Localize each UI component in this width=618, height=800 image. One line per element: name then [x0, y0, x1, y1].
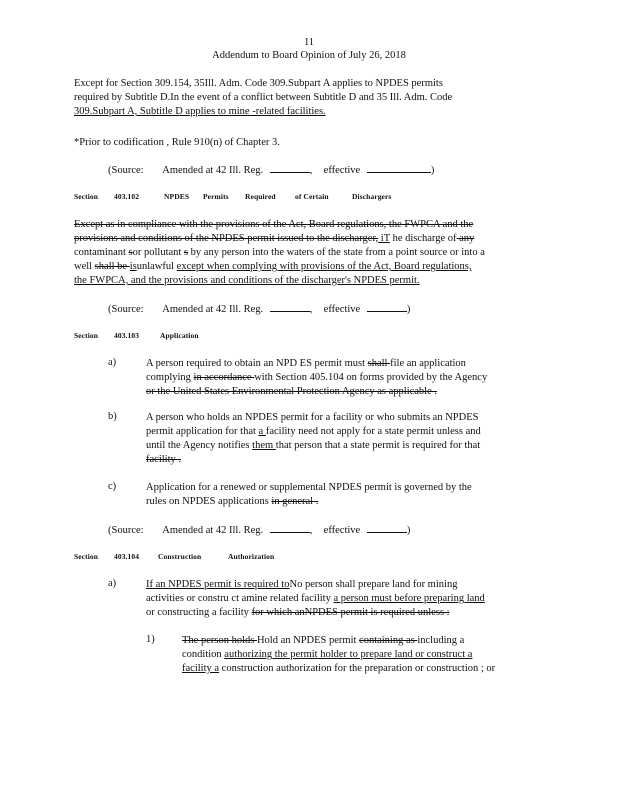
body-text: Application for a renewed or supplemental NPDES permit is governed by the	[146, 482, 472, 493]
body-text: A person required to obtain an NPD ES permit must	[146, 358, 368, 369]
body-text: construction authorization for the preparation or construction ; or	[219, 663, 496, 674]
body-text: Hold an NPDES permit	[256, 635, 360, 646]
source-note: (Source: Amended at 42 Ill. Reg. , effective )	[108, 525, 411, 536]
section-title-word: Required	[245, 192, 276, 201]
body-text: file an application	[390, 358, 466, 369]
source-amended: Amended at 42 Ill. Reg.	[162, 165, 264, 176]
body-text: rules on NPDES applications	[146, 496, 272, 507]
inserted-text: is	[129, 261, 137, 272]
document-header-title: Addendum to Board Opinion of July 26, 2018	[212, 50, 406, 61]
deleted-text: containing as	[359, 635, 418, 646]
deleted-text: shall	[367, 358, 391, 369]
section-403-103-heading	[0, 331, 618, 343]
inserted-text: If an NPDES permit is required to	[146, 579, 290, 590]
body-text: including a	[417, 635, 465, 646]
subitem-label: 1)	[146, 634, 155, 645]
deleted-text: in accordance	[193, 372, 255, 383]
inserted-text: a	[258, 426, 266, 437]
item-a-text	[146, 357, 546, 399]
effective-blank	[367, 523, 407, 533]
item-label: c)	[108, 481, 117, 492]
body-text: or constructing a facility	[146, 607, 252, 618]
body-text: with Section 405.104 on forms provided by the Agency	[254, 372, 488, 383]
source-effective: effective	[323, 165, 361, 176]
body-text: contaminant	[74, 247, 129, 258]
intro-line: Except for Section 309.154, 35Ill. Adm. Code 309.Subpart A applies to NPDES permits	[74, 78, 443, 89]
deleted-text: in general .	[271, 496, 319, 507]
body-text: until the Agency notifies	[146, 440, 253, 451]
source-note: (Source: Amended at 42 Ill. Reg. , effective )	[108, 165, 435, 176]
section-code: 403.104	[114, 552, 140, 561]
section-label: Section	[74, 192, 99, 201]
section-title-word: Application	[160, 331, 199, 340]
source-amended: Amended at 42 Ill. Reg.	[162, 525, 264, 536]
item-b-text	[146, 411, 546, 467]
body-text: A person who holds an NPDES permit for a facility or who submits an NPDES	[146, 412, 479, 423]
source-label: (Source:	[108, 525, 144, 536]
inserted-text: authorizing the permit holder to prepare land or construct a	[224, 649, 473, 660]
inserted-text: facility a	[182, 663, 220, 674]
effective-blank	[367, 302, 407, 312]
inserted-text: the FWPCA, and the provisions and conditions of the discharger's NPDES permit.	[74, 275, 420, 286]
section-403-102-body	[74, 218, 544, 288]
inserted-text: them	[252, 440, 276, 451]
body-text: by any person into the waters of the state from a point source or into a	[188, 247, 485, 258]
body-text: that person that a state permit is required for that	[275, 440, 481, 451]
page-number: 11	[303, 37, 315, 48]
body-text: facility need not apply for a state permit unless and	[265, 426, 481, 437]
body-text: unlawful	[136, 261, 177, 272]
footnote: *Prior to codification , Rule 910(n) of Chapter 3.	[74, 137, 280, 148]
intro-line: required by Subtitle D.In the event of a conflict between Subtitle D and 35 Ill. Adm. Code	[74, 92, 453, 103]
deleted-text: s	[128, 247, 133, 258]
deleted-text: s	[183, 247, 189, 258]
body-text: No person shall prepare land for mining	[289, 579, 458, 590]
body-text: well	[74, 261, 95, 272]
section-title-word: Construction	[158, 552, 202, 561]
subitem-1-text	[182, 634, 552, 676]
deleted-text: The person holds	[182, 635, 257, 646]
intro-inserted-line: 309.Subpart A, Subtitle D applies to mine -related facilities.	[74, 106, 326, 117]
inserted-text: a person must before preparing land	[333, 593, 485, 604]
body-text: he discharge of	[389, 233, 457, 244]
reg-blank	[270, 163, 310, 173]
deleted-text: shall be	[94, 261, 130, 272]
section-code: 403.102	[114, 192, 140, 201]
inserted-text: except when complying with provisions of the Act, Board regulations,	[176, 261, 472, 272]
source-note: (Source: Amended at 42 Ill. Reg. , effective )	[108, 304, 411, 315]
source-label: (Source:	[108, 304, 144, 315]
source-effective: effective	[323, 525, 361, 536]
item-c-text	[146, 481, 546, 509]
section-label: Section	[74, 552, 99, 561]
inserted-text: iT	[378, 233, 390, 244]
source-amended: Amended at 42 Ill. Reg.	[162, 304, 264, 315]
section-title-word: Permits	[203, 192, 229, 201]
section-label: Section	[74, 331, 99, 340]
deleted-text: provisions and conditions of the NPDES permit issued to the discharger,	[74, 233, 379, 244]
item-label: a)	[108, 357, 117, 368]
effective-blank	[367, 163, 431, 173]
body-text: permit application for that	[146, 426, 259, 437]
section-title-word: of Certain	[295, 192, 329, 201]
deleted-text: facility .	[146, 454, 181, 465]
reg-blank	[270, 523, 310, 533]
deleted-text: or the United States Environmental Protection Agency as applicable .	[146, 386, 438, 397]
intro-paragraph	[74, 77, 544, 119]
item-label: b)	[108, 411, 117, 422]
deleted-text: for which anNPDES permit is required unless :	[251, 607, 450, 618]
section-title-word: Dischargers	[352, 192, 392, 201]
item-a-text	[146, 578, 546, 620]
source-effective: effective	[323, 304, 361, 315]
item-label: a)	[108, 578, 117, 589]
section-403-102-heading	[0, 192, 618, 204]
body-text: or pollutant	[132, 247, 184, 258]
body-text: activities or constru ct amine related facility	[146, 593, 334, 604]
section-403-104-heading	[0, 552, 618, 564]
section-title-word: NPDES	[164, 192, 190, 201]
reg-blank	[270, 302, 310, 312]
source-label: (Source:	[108, 165, 144, 176]
section-title-word: Authorization	[228, 552, 275, 561]
deleted-text: any	[456, 233, 475, 244]
body-text: condition	[182, 649, 225, 660]
body-text: complying	[146, 372, 194, 383]
deleted-text: Except as in compliance with the provisions of the Act, Board regulations, the FWPCA and the	[74, 219, 474, 230]
section-code: 403.103	[114, 331, 140, 340]
